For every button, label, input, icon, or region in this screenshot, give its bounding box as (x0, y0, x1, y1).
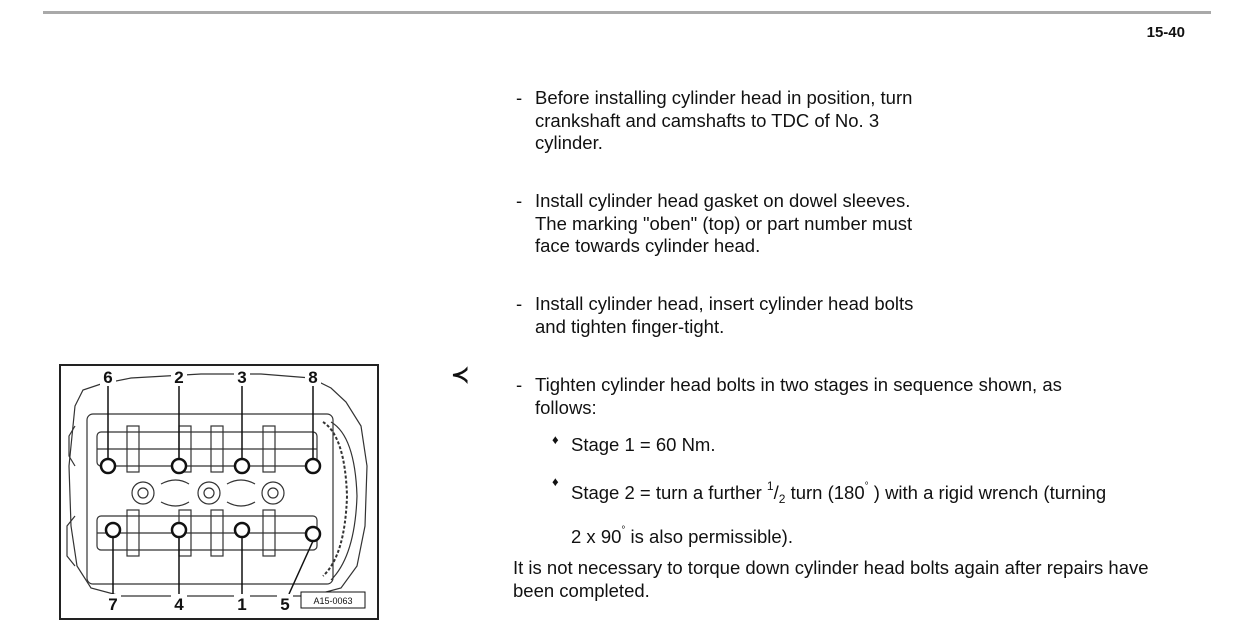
figure-reference-arrow: ≺ (451, 362, 470, 387)
step-line: The marking "oben" (top) or part number must (535, 212, 913, 234)
stage-2-line-1: Stage 2 = turn a further $^1/_2$ turn (180° ) with a rigid wrench (turning (571, 479, 1107, 506)
step-line: cylinder. (535, 132, 603, 153)
step-line: face towards cylinder head. (535, 235, 761, 256)
bolt-label-5: 5 (280, 595, 290, 614)
figure-code: A15-0063 (313, 596, 353, 606)
step-line: Install cylinder head gasket on dowel sleeves. (535, 190, 911, 211)
diamond-bullet-icon: ♦ (552, 432, 559, 447)
cylinder-head-drawing (61, 366, 377, 618)
step-turn-to-tdc (516, 87, 912, 155)
page-number: 15-40 (1146, 24, 1185, 41)
step-dash: - (516, 293, 523, 314)
bolt-label-7: 7 (108, 595, 118, 614)
diamond-bullet-icon: ♦ (552, 474, 559, 489)
stage-2-item (552, 471, 1106, 552)
step-line: Install cylinder head, insert cylinder head bolts (535, 293, 914, 314)
bolt-label-2: 2 (174, 368, 184, 387)
bolt-label-8: 8 (308, 368, 318, 387)
step-tighten-bolts (516, 374, 1062, 419)
stage-1-text: Stage 1 = 60 Nm. (571, 434, 716, 455)
bolt-label-6: 6 (103, 368, 113, 387)
step-dash: - (516, 87, 523, 108)
step-dash: - (516, 190, 523, 211)
bolt-label-4: 4 (174, 595, 184, 614)
step-line: Before installing cylinder head in position, turn (535, 87, 913, 108)
step-line: follows: (535, 396, 597, 418)
stage-2-line-2: 2 x 90° is also permissible). (571, 525, 793, 547)
step-line: crankshaft and camshafts to TDC of No. 3 (535, 109, 880, 131)
top-rule (43, 11, 1211, 14)
repair-note: It is not necessary to torque down cylinder head bolts again after repairs have been completed. (513, 557, 1149, 601)
bolt-label-3: 3 (237, 368, 247, 387)
step-install-head (516, 293, 913, 338)
step-install-gasket (516, 190, 912, 258)
step-line: Tighten cylinder head bolts in two stages in sequence shown, as (535, 374, 1062, 395)
stage-1-item (552, 429, 716, 460)
bolt-label-1: 1 (237, 595, 247, 614)
step-dash: - (516, 374, 523, 395)
bolt-sequence-figure (59, 364, 379, 620)
step-line: and tighten finger-tight. (535, 315, 725, 337)
